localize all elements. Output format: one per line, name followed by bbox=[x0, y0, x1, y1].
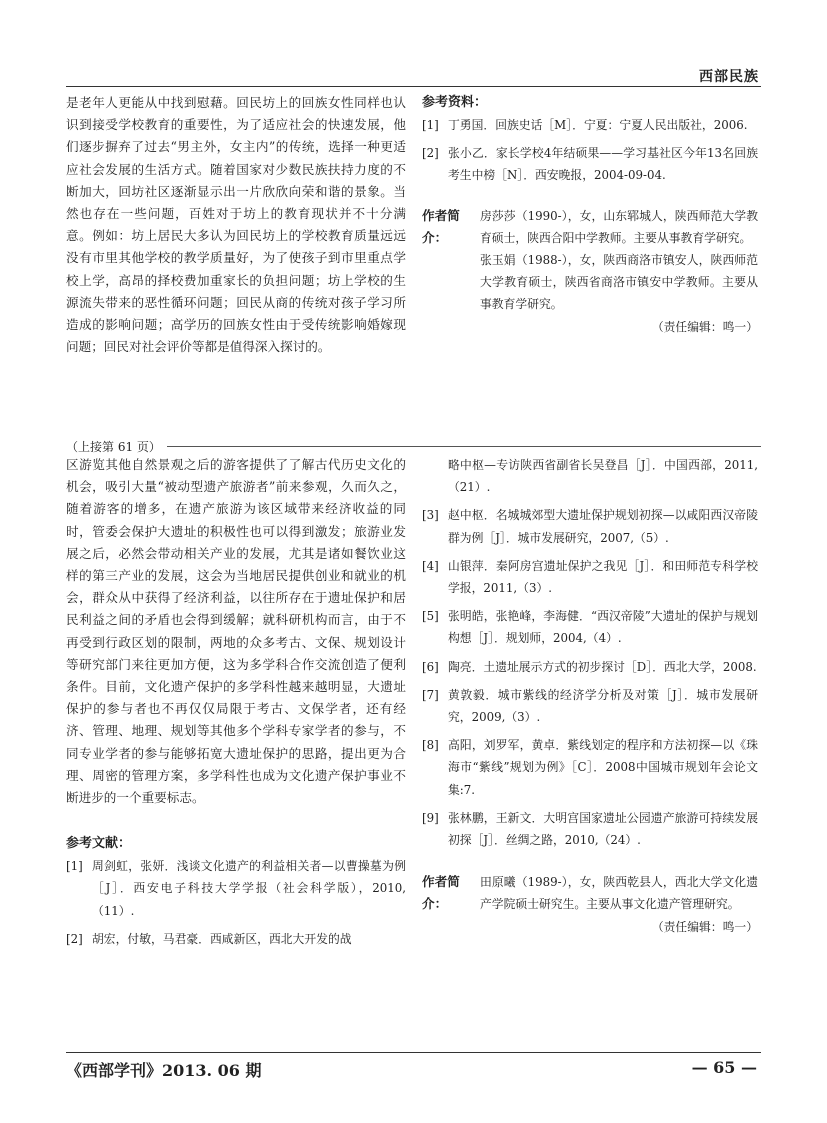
reference-text: 赵中枢．名城城郊型大遗址保护规划初探—以咸阳西汉帝陵群为例［J］．城市发展研究，2007,（5）. bbox=[448, 508, 758, 545]
author-bio bbox=[422, 871, 758, 915]
top-right-column bbox=[422, 92, 758, 335]
reference-item-continued bbox=[422, 454, 758, 498]
references-list bbox=[66, 855, 406, 950]
reference-text: 略中枢—专访陕西省副省长吴登昌［J］．中国西部，2011,（21）. bbox=[448, 458, 758, 495]
reference-item bbox=[422, 656, 758, 678]
reference-item bbox=[422, 684, 758, 728]
continuation-marker bbox=[66, 438, 761, 455]
reference-text: 张小乙．家长学校4年结硕果——学习基社区今年13名回族考生中榜［N］．西安晚报，2004-09-04. bbox=[448, 146, 758, 183]
journal-section: 西部民族 bbox=[699, 69, 759, 85]
references-list bbox=[422, 454, 758, 851]
continuation-label: （上接第 61 页） bbox=[66, 440, 161, 454]
author-1-text: 房莎莎（1990-），女，山东郓城人，陕西师范大学教育硕士，陕西合阳中学教师。主要从事教育学研究。 bbox=[480, 208, 758, 245]
reference-item bbox=[422, 734, 758, 801]
reference-text: 丁勇国．回族史话［M］．宁夏：宁夏人民出版社，2006. bbox=[448, 118, 748, 132]
reference-number: [6] bbox=[422, 659, 439, 674]
reference-item bbox=[422, 114, 758, 136]
author-label: 作者简介： bbox=[422, 207, 460, 245]
author-label: 作者简介： bbox=[422, 874, 460, 912]
reference-text: 陶亮．土遗址展示方式的初步探讨［D］．西北大学，2008. bbox=[448, 659, 757, 674]
reference-item bbox=[66, 928, 406, 950]
bottom-left-paragraph: 区游览其他自然景观之后的游客提供了了解古代历史文化的机会，吸引大量“被动型遗产旅游者”前来参观，久而久之，随着游客的增多，在遗产旅游为该区域带来经济收益的同时，管委会保护大遗址的积极性也可以得到激发；旅游业发展之后，必然会带动相关产业的发展，尤其是诸如餐饮业这样的第三产业的发展，这会为当地居民提供创业和就业的机会，群众从中获得了经济利益，以往所存在于遗址保护和居民利益之间的矛盾也会得到缓解；就科研机构而言，由于不再受到行政区划的限制，两地的众多考古、文保、规划设计等研究部门来往更加方便，这为多学科合作交流创造了便利条件。目前，文化遗产保护的多学科性越来越明显，大遗址保护的参与者也不再仅仅局限于考古、文保学者，还有经济、管理、地理、规划等其他多个学科专家学者的参与，不同专业学者的参与能够拓宽大遗址保护的思路，提出更为合理、周密的管理方案，多学科性也成为文化遗产保护事业不断进步的一个重要标志。 bbox=[66, 457, 406, 806]
page-number: — 65 — bbox=[691, 1058, 757, 1077]
continuation-rule bbox=[167, 446, 761, 447]
bottom-right-column bbox=[422, 454, 758, 935]
reference-number: [7] bbox=[422, 687, 439, 702]
reference-text: 张林鹏，王新文．大明宫国家遗址公园遗产旅游可持续发展初探［J］．丝绸之路，2010,（24）. bbox=[448, 810, 758, 848]
reference-item bbox=[66, 855, 406, 922]
footer-rule bbox=[66, 1052, 761, 1053]
reference-number: [5] bbox=[422, 609, 439, 624]
author-2-text: 张玉娟（1988-），女，陕西商洛市镇安人，陕西师范大学教育硕士，陕西省商洛市镇安中学教师。主要从事教育学研究。 bbox=[480, 253, 758, 312]
reference-number: [1] bbox=[66, 859, 83, 874]
reference-number: [4] bbox=[422, 558, 439, 573]
reference-number: [9] bbox=[422, 810, 439, 825]
reference-text: 张明皓，张艳峰，李海健．“西汉帝陵”大遗址的保护与规划构想［J］．规划师，2004,（4）. bbox=[448, 609, 758, 646]
reference-text: 山银萍．秦阿房宫遗址保护之我见［J］．和田师范专科学校学报，2011,（3）. bbox=[448, 558, 758, 596]
header-rule bbox=[66, 86, 761, 87]
bottom-left-column bbox=[66, 454, 406, 950]
reference-text: 周剑虹，张妍．浅谈文化遗产的利益相关者—以曹操墓为例［J］．西安电子科技大学学报（社会科学版），2010,（11）. bbox=[92, 859, 406, 918]
references-list bbox=[422, 114, 758, 187]
author-text: 田原曦（1989-），女，陕西乾县人，西北大学文化遗产学院硕士研究生。主要从事文化遗产管理研究。 bbox=[480, 875, 758, 912]
paragraph-text: 是老年人更能从中找到慰藉。回民坊上的回族女性同样也认识到接受学校教育的重要性，为了适应社会的快速发展，他们逐步摒弃了过去“男主外，女主内”的传统，选择一种更适应社会发展的生活方式。随着国家对少数民族扶持力度的不断加大，回坊社区逐渐显示出一片欣欣向荣和谐的景象。当然也存在一些问题，百姓对于坊上的教育现状并不十分满意。例如：坊上居民大多认为回民坊上的学校教育质量远远没有市里其他学校的教学质量好，为了使孩子到市里重点学校上学，高昂的择校费加重家长的负担问题；坊上学校的生源流失带来的恶性循环问题；回民从商的传统对孩子学习所造成的影响问题；高学历的回族女性由于受传统影响婚嫁现问题；回民对社会评价等都是值得深入探讨的。 bbox=[66, 95, 406, 355]
references-title: 参考文献： bbox=[66, 836, 132, 852]
reference-number: [1] bbox=[422, 118, 439, 132]
reference-number: [8] bbox=[422, 738, 439, 753]
reference-text: 高阳，刘罗军，黄卓．紫线划定的程序和方法初探—以《珠海市“紫线”规划为例》［C］．2008中国城市规划年会论文集:7. bbox=[448, 738, 758, 797]
author-bio bbox=[422, 205, 758, 316]
reference-number: [3] bbox=[422, 508, 439, 523]
reference-number: [2] bbox=[66, 931, 83, 946]
reference-text: 黄敦毅．城市紫线的经济学分析及对策［J］．城市发展研究，2009,（3）. bbox=[448, 687, 758, 725]
reference-text: 胡宏，付敏，马君豪．西咸新区，西北大开发的战 bbox=[92, 931, 352, 946]
journal-issue: 《西部学刊》2013. 06 期 bbox=[66, 1061, 262, 1080]
top-left-paragraph bbox=[66, 92, 406, 358]
reference-item bbox=[422, 555, 758, 599]
reference-item bbox=[422, 504, 758, 548]
reference-number: [2] bbox=[422, 146, 439, 161]
reference-item bbox=[422, 605, 758, 649]
editor-note: （责任编辑：鸣一） bbox=[651, 919, 758, 934]
reference-item bbox=[422, 807, 758, 851]
editor-note: （责任编辑：鸣一） bbox=[651, 319, 758, 334]
references-title: 参考资料： bbox=[422, 95, 488, 110]
reference-item bbox=[422, 142, 758, 186]
